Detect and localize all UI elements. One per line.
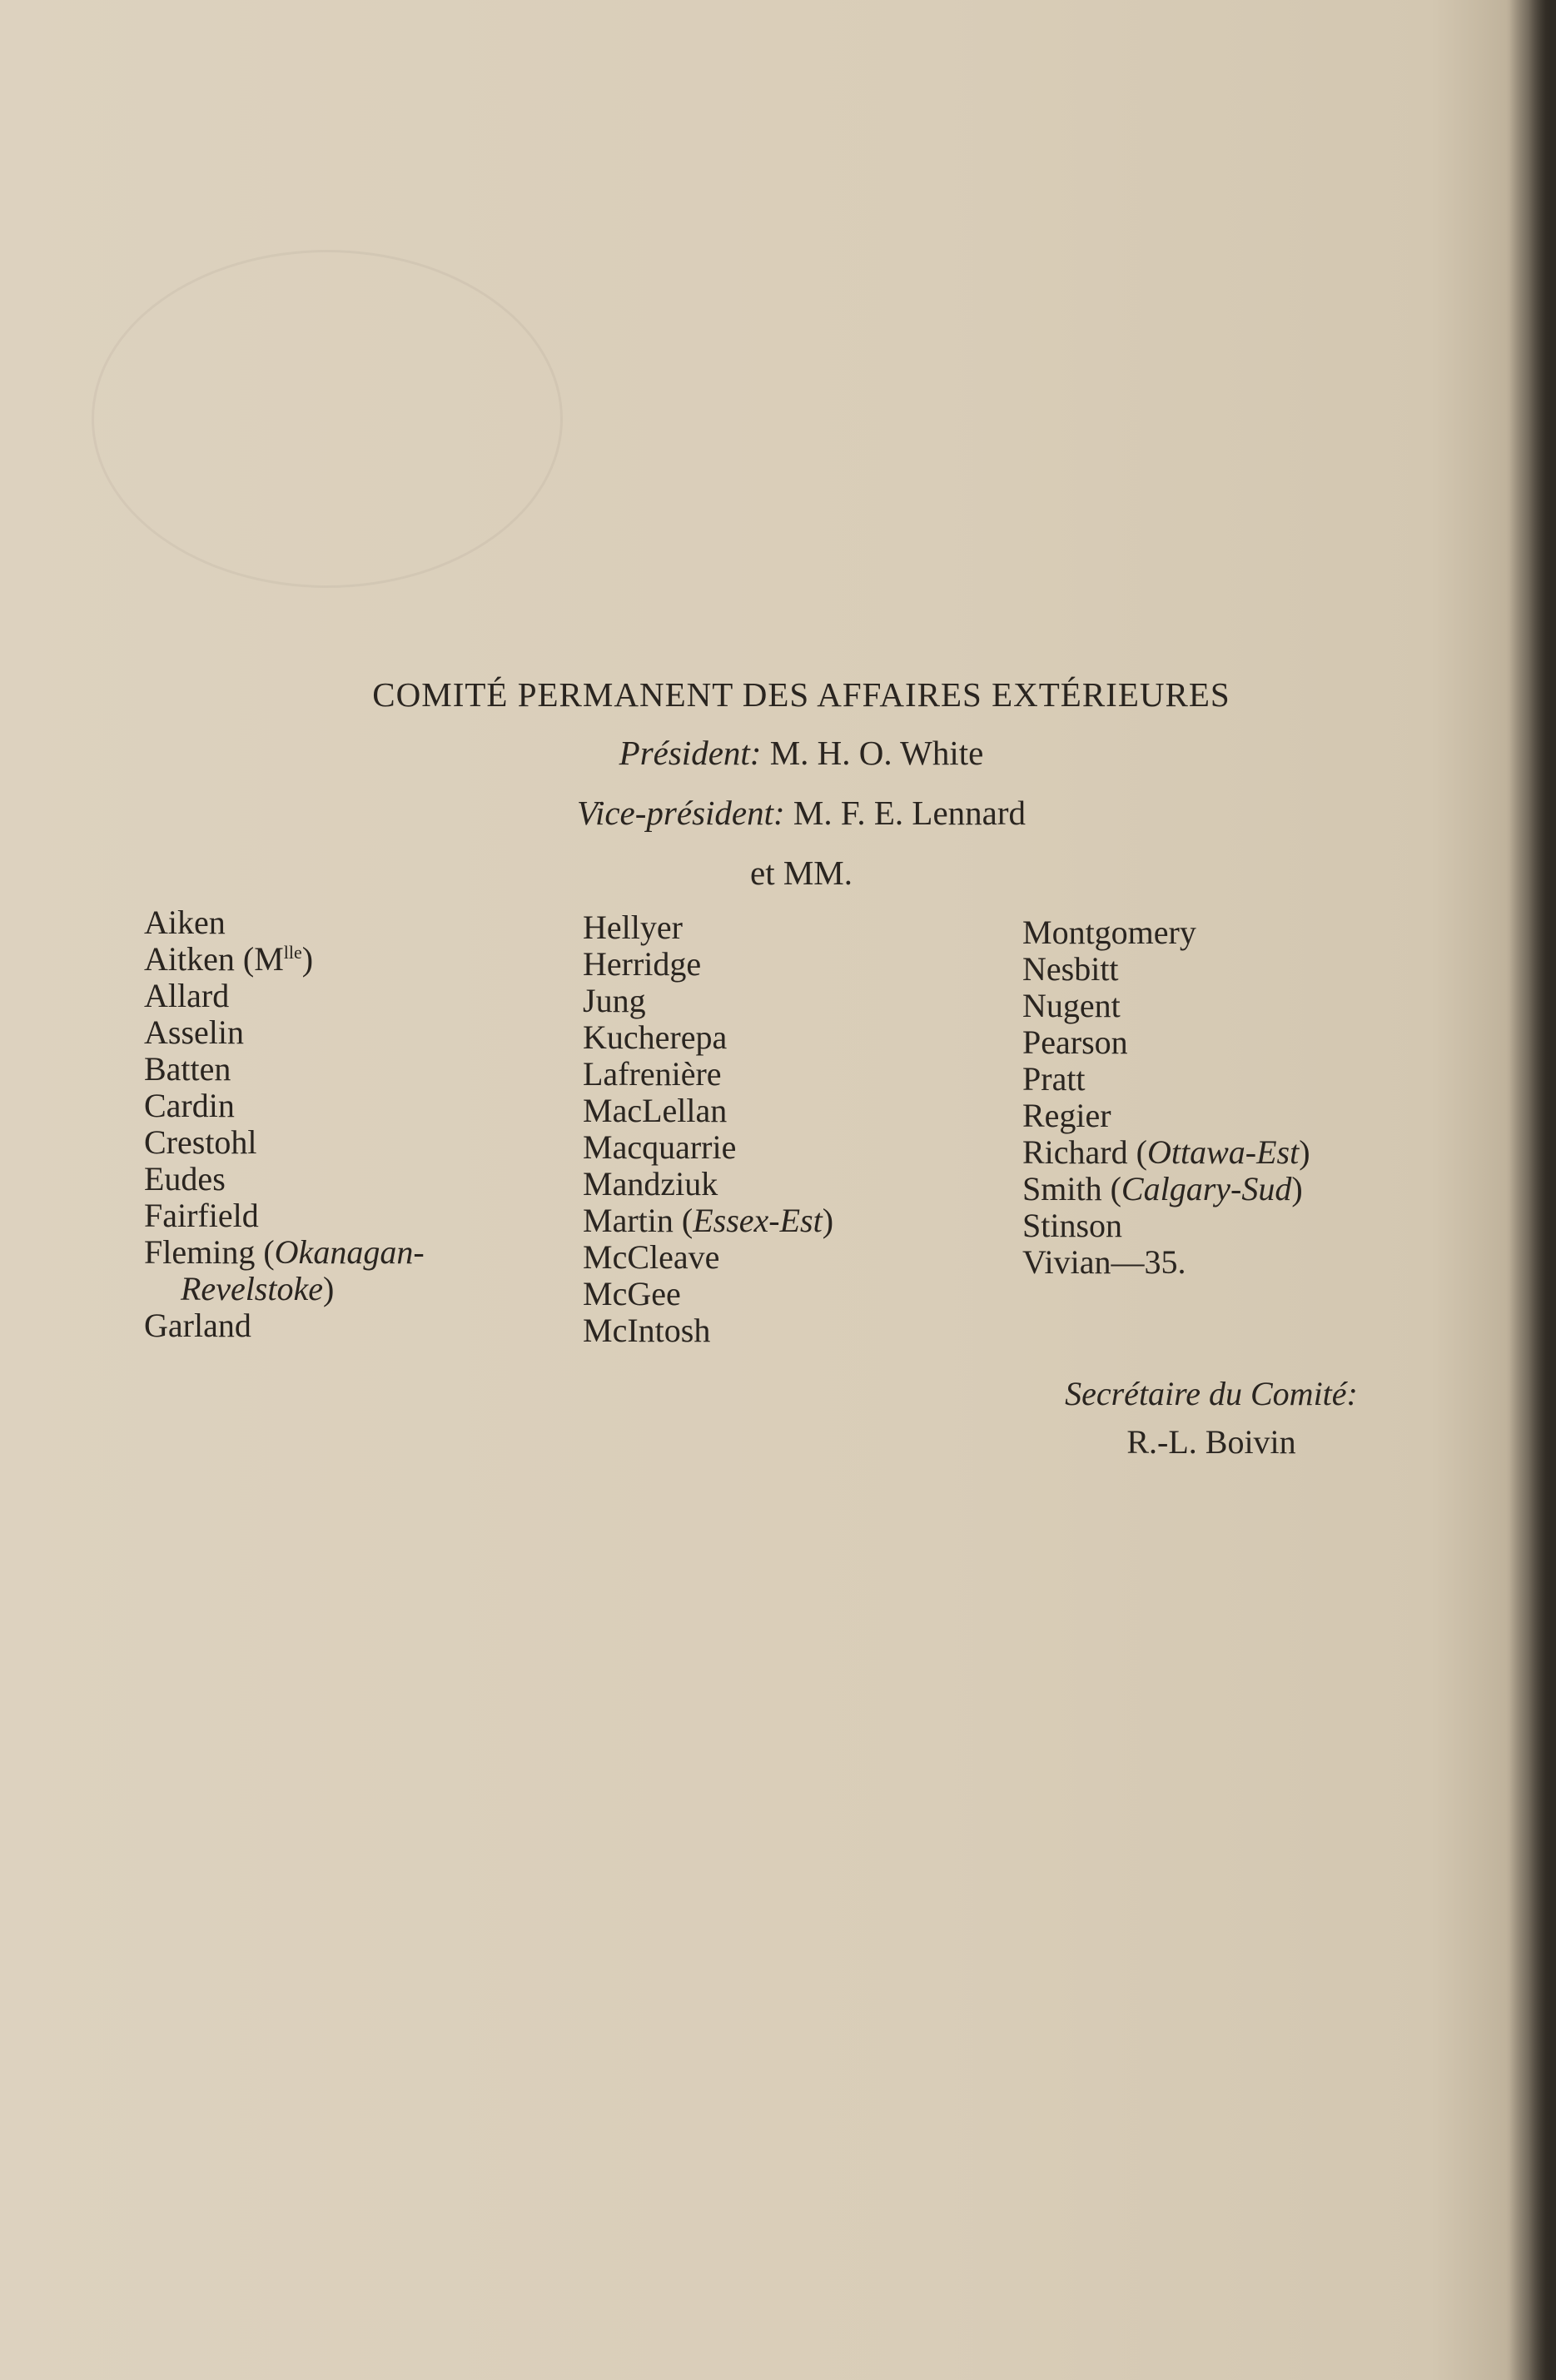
member-name: Pratt (1022, 1060, 1086, 1098)
committee-secretary (1016, 1374, 1407, 1461)
president-role: Président: (619, 734, 762, 772)
member-name (144, 1234, 425, 1271)
closing-paren: ) (1291, 1170, 1303, 1207)
member-name: Stinson (1022, 1207, 1123, 1244)
riding-name: Ottawa-Est (1146, 1133, 1300, 1171)
member-name: Pearson (1022, 1023, 1128, 1061)
vice-president-line (0, 793, 1556, 833)
riding-name: Essex-Est (693, 1202, 823, 1239)
member-name-continuation (144, 1271, 425, 1307)
members-intro: et MM. (750, 854, 853, 892)
title-superscript: lle (283, 942, 302, 963)
member-name: Mandziuk (583, 1165, 718, 1202)
member-name: McGee (583, 1275, 681, 1312)
member-name-text: Richard ( (1022, 1133, 1147, 1171)
member-name: Hellyer (583, 909, 683, 946)
member-name: Aiken (144, 904, 226, 941)
committee-heading: COMITÉ PERMANENT DES AFFAIRES EXTÉRIEURES (372, 675, 1230, 714)
member-name: Eudes (144, 1160, 226, 1197)
member-name-text: Martin ( (583, 1202, 693, 1239)
president-line (0, 733, 1556, 773)
riding-name: Calgary-Sud (1121, 1170, 1292, 1207)
president-name: M. H. O. White (769, 734, 984, 772)
bleed-through-seal (92, 250, 563, 588)
member-name: Jung (583, 982, 646, 1019)
secretary-name: R.-L. Boivin (1126, 1423, 1296, 1461)
member-name-text: Smith ( (1022, 1170, 1121, 1207)
closing-paren: ) (822, 1202, 834, 1239)
closing-paren: ) (301, 940, 314, 978)
member-name: Allard (144, 977, 230, 1014)
member-name: Regier (1022, 1097, 1111, 1134)
member-name (144, 941, 425, 978)
closing-paren: ) (323, 1270, 335, 1307)
member-name: Fairfield (144, 1197, 259, 1234)
vice-president-role: Vice-président: (576, 794, 785, 832)
member-name: McCleave (583, 1238, 720, 1276)
member-name: Asselin (144, 1013, 244, 1051)
member-name: Herridge (583, 945, 702, 983)
member-name: Kucherepa (583, 1018, 728, 1056)
closing-paren: ) (1299, 1133, 1310, 1171)
riding-name: Revelstoke (181, 1270, 323, 1307)
member-name-text: Aitken (M (144, 940, 284, 978)
vice-president-name: M. F. E. Lennard (793, 794, 1027, 832)
member-name: Montgomery (1022, 914, 1196, 951)
member-name: Cardin (144, 1087, 235, 1124)
member-name: McIntosh (583, 1312, 711, 1349)
member-name: Nesbitt (1022, 950, 1119, 988)
member-name: MacLellan (583, 1092, 728, 1129)
member-name: Vivian—35. (1022, 1243, 1186, 1281)
member-name (1022, 1171, 1310, 1207)
members-column-3 (1022, 914, 1310, 1281)
member-name-text: Fleming ( (144, 1233, 275, 1271)
members-column-2 (583, 909, 833, 1349)
member-name: Crestohl (144, 1123, 257, 1161)
member-name: Macquarrie (583, 1128, 737, 1166)
members-column-1 (144, 904, 425, 1344)
member-name: Lafrenière (583, 1055, 722, 1093)
member-name: Nugent (1022, 987, 1121, 1024)
member-name (1022, 1134, 1310, 1171)
member-name: Batten (144, 1050, 231, 1088)
secretary-title: Secrétaire du Comité: (1065, 1375, 1358, 1412)
riding-name: Okanagan- (274, 1233, 425, 1271)
binding-shadow (1506, 0, 1556, 2380)
member-name: Garland (144, 1307, 251, 1344)
member-name (583, 1202, 833, 1239)
